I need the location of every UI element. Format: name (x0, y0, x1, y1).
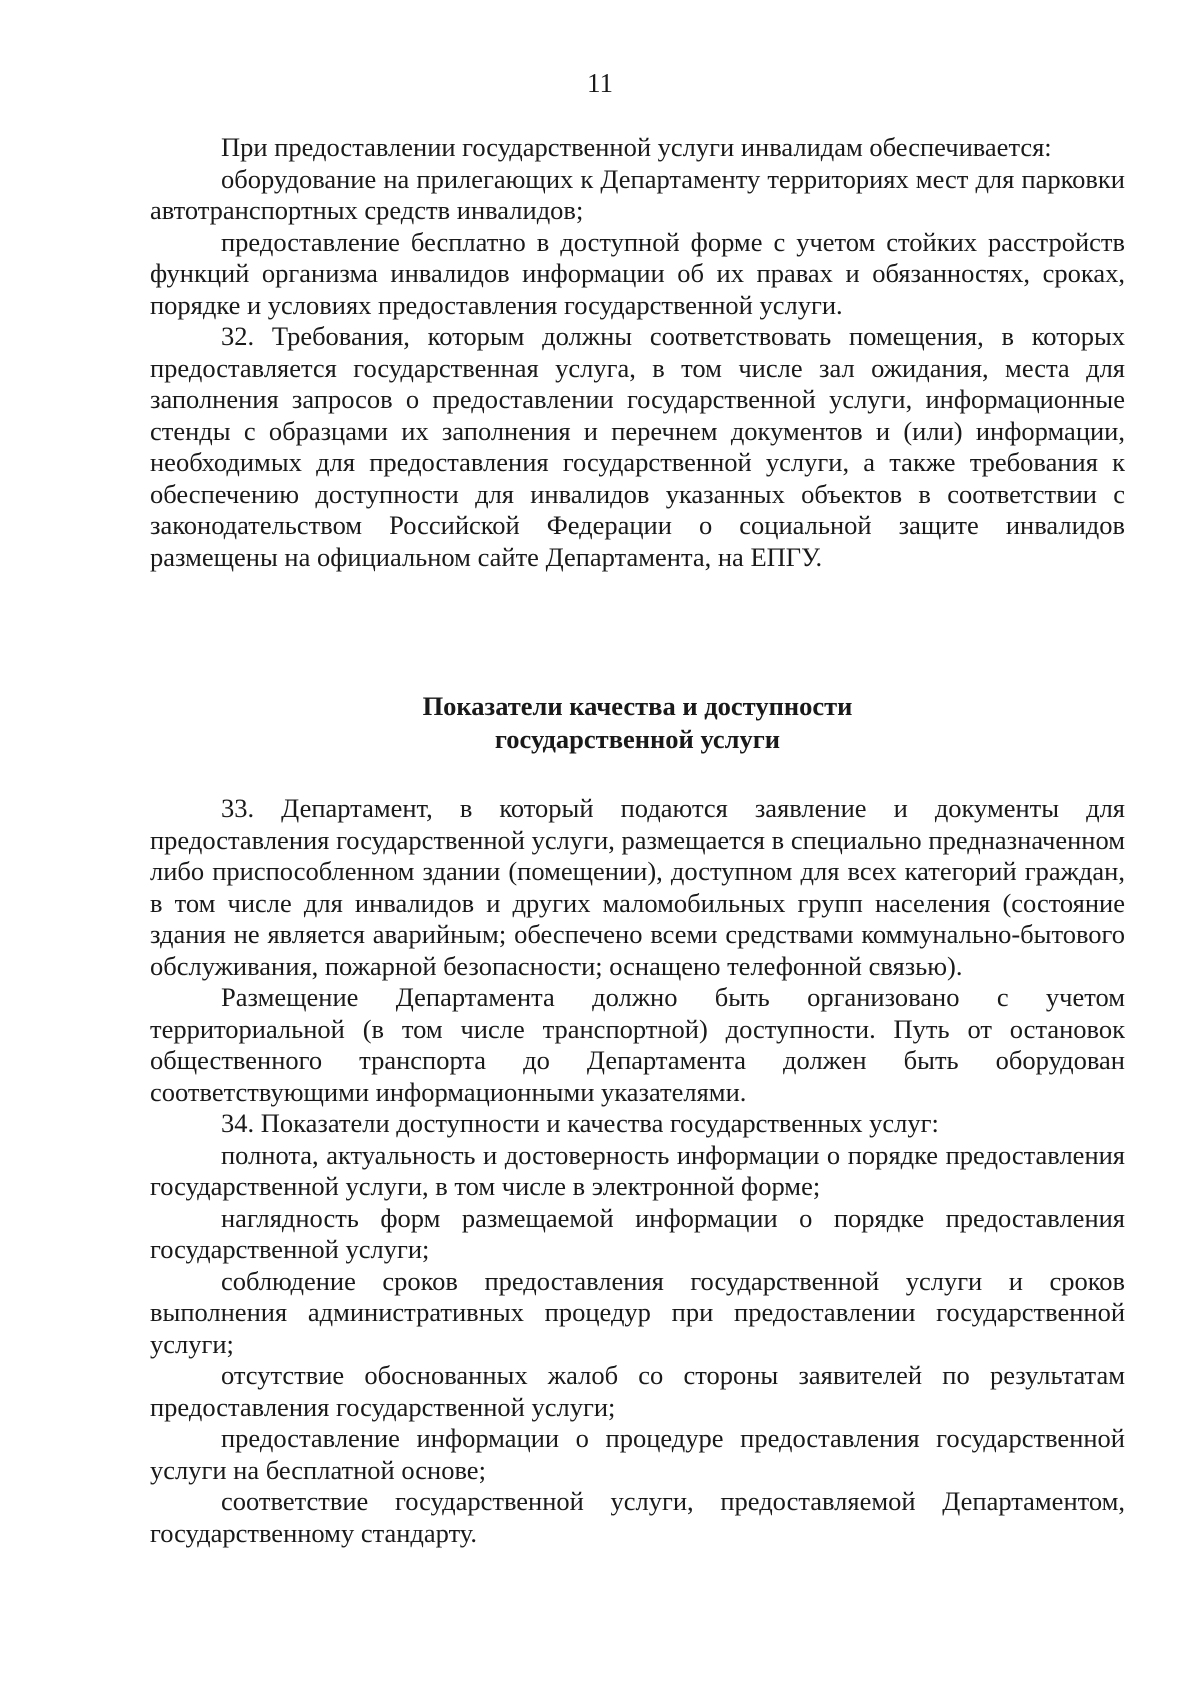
list-item: наглядность форм размещаемой информации о порядке предоставления государственной услуги; (150, 1202, 1125, 1264)
list-item: предоставление информации о процедуре предоставления государственной услуги на бесплатной основе; (150, 1423, 1125, 1485)
list-item: полнота, актуальность и достоверность информации о порядке предоставления государственной услуги, в том числе в электронной форме; (150, 1139, 1125, 1201)
page-number: 11 (587, 68, 613, 98)
section-heading (150, 690, 1125, 756)
paragraph-32: 32. Требования, которым должны соответствовать помещения, в которых предоставляется государственная услуга, в том числе зал ожидания, места для заполнения запросов о предоставлении государственной услуги, информационные стенды с образцами их заполнения и перечнем документов и (или) информации, необходимых для предоставления государственной услуги, а также требования к обеспечению доступности для инвалидов указанных объектов в соответствии с законодательством Российской Федерации о социальной защите инвалидов размещены на официальном сайте Департамента, на ЕПГУ. (150, 321, 1125, 572)
paragraph-33: 33. Департамент, в который подаются заявление и документы для предоставления государственной услуги, размещается в специально предназначенном либо приспособленном здании (помещении), доступном для всех категорий граждан, в том числе для инвалидов и других маломобильных групп населения (состояние здания не является аварийным; обеспечено всеми средствами коммунально-бытового обслуживания, пожарной безопасности; оснащено телефонной связью). (150, 793, 1125, 981)
paragraph-34: 34. Показатели доступности и качества государственных услуг: (221, 1108, 939, 1138)
heading-line-2: государственной услуги (494, 724, 781, 754)
list-item: соблюдение сроков предоставления государственной услуги и сроков выполнения административных процедур при предоставлении государственной услуги; (150, 1265, 1125, 1359)
heading-line-1: Показатели качества и доступности (422, 691, 853, 721)
paragraph: При предоставлении государственной услуги инвалидам обеспечивается: (221, 132, 1052, 162)
section-accessibility-provisions (150, 132, 1125, 573)
paragraph: предоставление бесплатно в доступной форме с учетом стойких расстройств функций организма инвалидов информации об их правах и обязанностях, сроках, порядке и условиях предоставления государственной услуги. (150, 226, 1125, 320)
section-quality-indicators (150, 793, 1125, 1549)
paragraph: Размещение Департамента должно быть организовано с учетом территориальной (в том числе транспортной) доступности. Путь от остановок общественного транспорта до Департамента должен быть оборудован соответствующими информационными указателями. (150, 982, 1125, 1107)
list-item: соответствие государственной услуги, предоставляемой Департаментом, государственному стандарту. (150, 1486, 1125, 1548)
list-item: отсутствие обоснованных жалоб со стороны заявителей по результатам предоставления государственной услуги; (150, 1360, 1125, 1422)
paragraph: оборудование на прилегающих к Департаменту территориях мест для парковки автотранспортных средств инвалидов; (150, 163, 1125, 225)
